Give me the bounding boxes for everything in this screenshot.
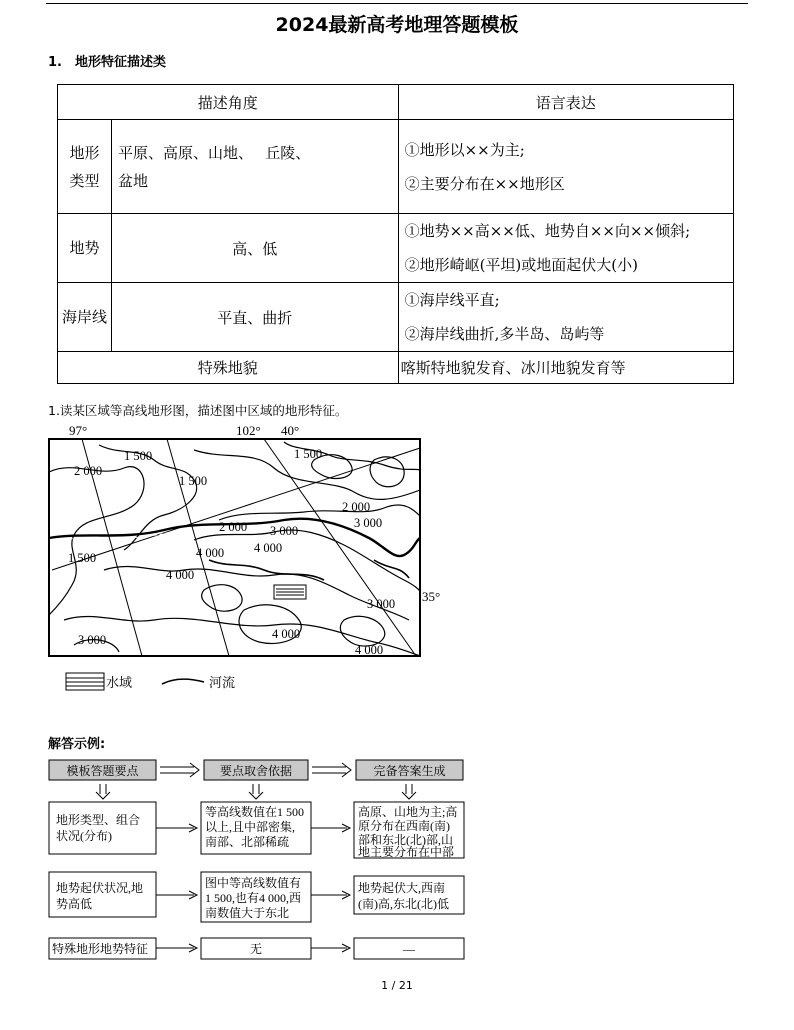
river-icon xyxy=(162,679,204,684)
svg-text:4 000: 4 000 xyxy=(196,546,225,560)
arrow-right-icon xyxy=(311,824,350,832)
question-text: 1.读某区域等高线地形图，描述图中区域的地形特征。 xyxy=(48,403,348,418)
row-label-coastline: 海岸线 xyxy=(58,283,112,352)
svg-text:4 000: 4 000 xyxy=(355,643,384,657)
legend-water-label: 水域 xyxy=(106,676,133,691)
flow-header: 要点取舍依据 xyxy=(219,764,293,778)
row-label-terrain: 地势 xyxy=(58,214,112,283)
row-label-special-landform: 特殊地貌 xyxy=(58,352,399,384)
arrow-right-icon xyxy=(156,944,197,952)
angle-terrain: 高、低 xyxy=(112,214,399,283)
flow-point-text: 特殊地形地势特征 xyxy=(52,942,149,956)
svg-text:4 000: 4 000 xyxy=(254,541,283,555)
expr-landform-type: ①地形以××为主; ②主要分布在××地形区 xyxy=(398,120,733,214)
flow-point-text: 状况(分布) xyxy=(56,829,112,843)
angle-landform-type: 平原、高原、山地、 丘陵、 盆地 xyxy=(112,120,399,214)
arrow-right-icon xyxy=(156,891,197,899)
svg-text:2 000: 2 000 xyxy=(219,520,248,534)
flow-answer-text: 地主要分布在中部 xyxy=(358,845,455,859)
expr-terrain: ①地势××高××低、地势自××向××倾斜; ②地形崎岖(平坦)或地面起伏大(小) xyxy=(398,214,733,283)
section-heading: 1. 地形特征描述类 xyxy=(48,55,166,70)
answer-flowchart xyxy=(44,756,474,966)
flow-header: 完备答案生成 xyxy=(373,764,446,778)
flow-basis-text: 南数值大于东北 xyxy=(205,906,290,920)
flow-point-text: 地势起伏状况,地 xyxy=(56,881,144,895)
svg-text:3 000: 3 000 xyxy=(354,516,383,530)
flow-answer-text: 地势起伏大,西南 xyxy=(358,881,446,895)
map-legend xyxy=(66,673,235,691)
flow-basis-text: 图中等高线数值有 xyxy=(205,876,302,890)
flow-answer-text: 高原、山地为主;高 xyxy=(358,805,458,819)
arrow-right-icon xyxy=(311,891,350,899)
map-lat-label: 35° xyxy=(422,589,441,604)
expr-coastline: ①海岸线平直; ②海岸线曲折,多半岛、岛屿等 xyxy=(398,283,733,352)
arrow-right-icon xyxy=(156,824,197,832)
flow-answer-text: (南)高,东北(北)低 xyxy=(358,897,449,911)
svg-text:1 500: 1 500 xyxy=(68,551,97,565)
svg-text:1 500: 1 500 xyxy=(294,447,323,461)
arrow-right-icon xyxy=(311,944,350,952)
flow-point-text: 势高低 xyxy=(56,897,93,911)
expr-special-landform: 喀斯特地貌发育、冰川地貌发育等 xyxy=(398,352,733,384)
svg-text:4 000: 4 000 xyxy=(272,627,301,641)
terrain-description-table xyxy=(57,84,734,384)
contour-map xyxy=(44,420,464,700)
row-label-landform-type: 地形 类型 xyxy=(58,120,112,214)
svg-text:3 000: 3 000 xyxy=(367,597,396,611)
header-rule xyxy=(46,3,748,4)
legend-river-label: 河流 xyxy=(209,676,236,691)
svg-text:3 000: 3 000 xyxy=(270,524,299,538)
flow-answer-text: 原分布在西南(南) xyxy=(358,819,450,833)
map-lon-label: 40° xyxy=(281,423,300,438)
down-arrow-icon xyxy=(96,784,416,799)
svg-text:1 500: 1 500 xyxy=(179,474,208,488)
flow-point-text: 地形类型、组合 xyxy=(56,813,141,827)
flow-answer-text: 部和东北(北)部,山 xyxy=(358,833,453,847)
flow-answer-text: — xyxy=(403,942,415,956)
svg-text:2 000: 2 000 xyxy=(74,464,103,478)
svg-text:4 000: 4 000 xyxy=(166,568,195,582)
flow-basis-text: 南部、北部稀疏 xyxy=(205,835,290,849)
flow-basis-text: 1 500,也有4 000,西 xyxy=(205,891,302,905)
table-header-angle: 描述角度 xyxy=(58,85,399,120)
map-lon-label: 97° xyxy=(69,423,88,438)
svg-text:1 500: 1 500 xyxy=(124,449,153,463)
flow-header: 模板答题要点 xyxy=(66,764,139,778)
flow-basis-text: 等高线数值在1 500 xyxy=(205,805,305,819)
table-header-expression: 语言表达 xyxy=(398,85,733,120)
flow-basis-text: 无 xyxy=(249,942,263,956)
page-number: 1 / 21 xyxy=(381,979,413,992)
angle-coastline: 平直、曲折 xyxy=(112,283,399,352)
map-lon-label: 102° xyxy=(236,423,261,438)
example-label: 解答示例: xyxy=(48,737,106,752)
document-title: 2024最新高考地理答题模板 xyxy=(275,14,519,36)
svg-text:2 000: 2 000 xyxy=(342,500,371,514)
flow-basis-text: 以上,且中部密集, xyxy=(205,820,296,834)
svg-text:3 000: 3 000 xyxy=(78,633,107,647)
